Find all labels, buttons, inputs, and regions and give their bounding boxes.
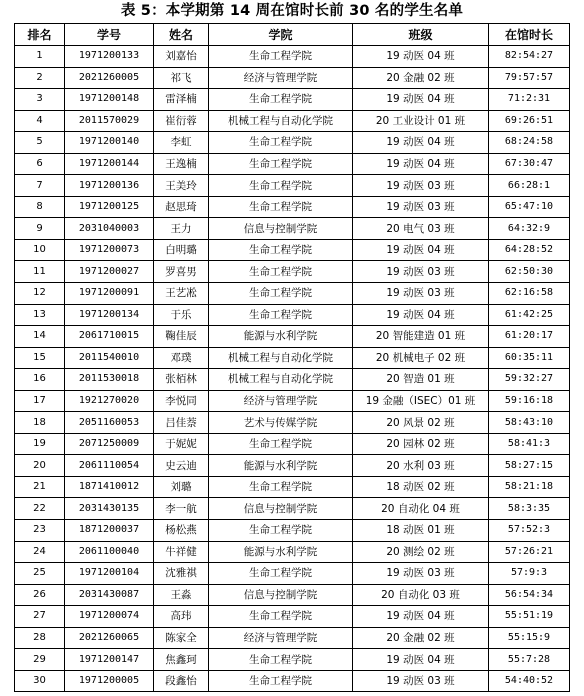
student-id-cell: 1971200140: [65, 132, 154, 154]
table-row: [15, 498, 570, 520]
table-row: [15, 433, 570, 455]
student-name-cell: 鞠佳辰: [154, 326, 209, 348]
hours-cell: 68:24:58: [489, 132, 570, 154]
table-row: [15, 67, 570, 89]
hours-cell: 58:21:18: [489, 476, 570, 498]
rank-cell: 12: [15, 283, 65, 305]
college-cell: 生命工程学院: [209, 132, 353, 154]
student-name-cell: 焦鑫珂: [154, 649, 209, 671]
hours-cell: 57:52:3: [489, 520, 570, 542]
rank-cell: 9: [15, 218, 65, 240]
hours-cell: 62:16:58: [489, 283, 570, 305]
class-cell: 20 自动化 03 班: [353, 584, 489, 606]
student-name-cell: 祁飞: [154, 67, 209, 89]
college-cell: 机械工程与自动化学院: [209, 369, 353, 391]
header-name: 姓名: [154, 24, 209, 46]
table-row: [15, 175, 570, 197]
hours-cell: 61:42:25: [489, 304, 570, 326]
student-id-cell: 2031430087: [65, 584, 154, 606]
student-id-cell: 1971200027: [65, 261, 154, 283]
hours-cell: 79:57:57: [489, 67, 570, 89]
rank-cell: 30: [15, 670, 65, 692]
table-header-row: [15, 24, 570, 46]
rank-cell: 25: [15, 563, 65, 585]
hours-cell: 67:30:47: [489, 153, 570, 175]
college-cell: 经济与管理学院: [209, 627, 353, 649]
table-row: [15, 541, 570, 563]
hours-cell: 69:26:51: [489, 110, 570, 132]
student-id-cell: 1971200091: [65, 283, 154, 305]
student-name-cell: 吕佳萘: [154, 412, 209, 434]
student-name-cell: 沈雅祺: [154, 563, 209, 585]
college-cell: 能源与水利学院: [209, 455, 353, 477]
student-name-cell: 邓璞: [154, 347, 209, 369]
table-row: [15, 606, 570, 628]
class-cell: 20 自动化 04 班: [353, 498, 489, 520]
hours-cell: 57:9:3: [489, 563, 570, 585]
rank-cell: 23: [15, 520, 65, 542]
college-cell: 能源与水利学院: [209, 541, 353, 563]
class-cell: 19 动医 04 班: [353, 606, 489, 628]
rank-cell: 1: [15, 46, 65, 68]
hours-cell: 58:41:3: [489, 433, 570, 455]
student-name-cell: 牛祥健: [154, 541, 209, 563]
rank-cell: 13: [15, 304, 65, 326]
student-name-cell: 崔衍蓉: [154, 110, 209, 132]
class-cell: 20 金融 02 班: [353, 627, 489, 649]
college-cell: 信息与控制学院: [209, 218, 353, 240]
table-row: [15, 283, 570, 305]
table-row: [15, 304, 570, 326]
college-cell: 生命工程学院: [209, 283, 353, 305]
college-cell: 生命工程学院: [209, 433, 353, 455]
hours-cell: 55:7:28: [489, 649, 570, 671]
college-cell: 生命工程学院: [209, 520, 353, 542]
student-id-cell: 1871200037: [65, 520, 154, 542]
student-name-cell: 王美玲: [154, 175, 209, 197]
student-id-cell: 2061110054: [65, 455, 154, 477]
table-row: [15, 132, 570, 154]
student-id-cell: 2031040003: [65, 218, 154, 240]
student-name-cell: 罗喜男: [154, 261, 209, 283]
college-cell: 能源与水利学院: [209, 326, 353, 348]
class-cell: 20 机械电子 02 班: [353, 347, 489, 369]
student-id-cell: 1971200074: [65, 606, 154, 628]
hours-cell: 56:54:34: [489, 584, 570, 606]
student-name-cell: 杨松燕: [154, 520, 209, 542]
college-cell: 机械工程与自动化学院: [209, 110, 353, 132]
college-cell: 信息与控制学院: [209, 498, 353, 520]
hours-cell: 61:20:17: [489, 326, 570, 348]
hours-cell: 71:2:31: [489, 89, 570, 111]
student-name-cell: 王艺凇: [154, 283, 209, 305]
header-class: 班级: [353, 24, 489, 46]
college-cell: 生命工程学院: [209, 196, 353, 218]
class-cell: 19 动医 04 班: [353, 89, 489, 111]
student-name-cell: 段鑫怡: [154, 670, 209, 692]
class-cell: 19 动医 04 班: [353, 132, 489, 154]
hours-cell: 66:28:1: [489, 175, 570, 197]
student-name-cell: 王逸楠: [154, 153, 209, 175]
student-id-cell: 1971200134: [65, 304, 154, 326]
hours-cell: 59:16:18: [489, 390, 570, 412]
table-row: [15, 412, 570, 434]
class-cell: 19 动医 04 班: [353, 649, 489, 671]
student-name-cell: 高玮: [154, 606, 209, 628]
college-cell: 生命工程学院: [209, 304, 353, 326]
college-cell: 机械工程与自动化学院: [209, 347, 353, 369]
class-cell: 20 智造 01 班: [353, 369, 489, 391]
student-id-cell: 1971200073: [65, 239, 154, 261]
student-name-cell: 史云迪: [154, 455, 209, 477]
student-id-cell: 2051160053: [65, 412, 154, 434]
college-cell: 生命工程学院: [209, 261, 353, 283]
rank-cell: 4: [15, 110, 65, 132]
rank-cell: 11: [15, 261, 65, 283]
hours-cell: 62:50:30: [489, 261, 570, 283]
student-id-cell: 2011570029: [65, 110, 154, 132]
student-name-cell: 刘璐: [154, 476, 209, 498]
class-cell: 19 动医 03 班: [353, 670, 489, 692]
student-id-cell: 2061100040: [65, 541, 154, 563]
hours-cell: 82:54:27: [489, 46, 570, 68]
student-id-cell: 2071250009: [65, 433, 154, 455]
rank-cell: 16: [15, 369, 65, 391]
college-cell: 生命工程学院: [209, 670, 353, 692]
college-cell: 生命工程学院: [209, 606, 353, 628]
class-cell: 20 智能建造 01 班: [353, 326, 489, 348]
class-cell: 20 测绘 02 班: [353, 541, 489, 563]
table-row: [15, 46, 570, 68]
table-row: [15, 326, 570, 348]
hours-cell: 58:43:10: [489, 412, 570, 434]
header-hours: 在馆时长: [489, 24, 570, 46]
class-cell: 19 动医 04 班: [353, 153, 489, 175]
class-cell: 19 动医 03 班: [353, 261, 489, 283]
class-cell: 20 电气 03 班: [353, 218, 489, 240]
table-row: [15, 476, 570, 498]
student-id-cell: 2011530018: [65, 369, 154, 391]
student-name-cell: 王力: [154, 218, 209, 240]
college-cell: 生命工程学院: [209, 46, 353, 68]
table-body: [15, 46, 570, 692]
rank-cell: 3: [15, 89, 65, 111]
rank-cell: 22: [15, 498, 65, 520]
hours-cell: 64:28:52: [489, 239, 570, 261]
table-row: [15, 239, 570, 261]
student-id-cell: 2011540010: [65, 347, 154, 369]
table-row: [15, 584, 570, 606]
rank-cell: 20: [15, 455, 65, 477]
student-id-cell: 1971200125: [65, 196, 154, 218]
college-cell: 经济与管理学院: [209, 390, 353, 412]
class-cell: 19 动医 04 班: [353, 239, 489, 261]
header-student-id: 学号: [65, 24, 154, 46]
table-row: [15, 627, 570, 649]
student-id-cell: 1971200104: [65, 563, 154, 585]
college-cell: 生命工程学院: [209, 563, 353, 585]
student-name-cell: 赵思琦: [154, 196, 209, 218]
college-cell: 生命工程学院: [209, 649, 353, 671]
table-row: [15, 153, 570, 175]
class-cell: 19 动医 03 班: [353, 175, 489, 197]
table-row: [15, 218, 570, 240]
rank-cell: 21: [15, 476, 65, 498]
class-cell: 19 动医 04 班: [353, 304, 489, 326]
student-name-cell: 于乐: [154, 304, 209, 326]
college-cell: 生命工程学院: [209, 175, 353, 197]
class-cell: 18 动医 02 班: [353, 476, 489, 498]
student-id-cell: 1971200136: [65, 175, 154, 197]
header-college: 学院: [209, 24, 353, 46]
hours-cell: 58:3:35: [489, 498, 570, 520]
rank-cell: 14: [15, 326, 65, 348]
college-cell: 生命工程学院: [209, 153, 353, 175]
hours-cell: 57:26:21: [489, 541, 570, 563]
table-row: [15, 390, 570, 412]
table-row: [15, 455, 570, 477]
class-cell: 20 水利 03 班: [353, 455, 489, 477]
rank-cell: 29: [15, 649, 65, 671]
hours-cell: 60:35:11: [489, 347, 570, 369]
class-cell: 20 园林 02 班: [353, 433, 489, 455]
table-row: [15, 261, 570, 283]
student-name-cell: 李悦同: [154, 390, 209, 412]
table-row: [15, 649, 570, 671]
rank-cell: 2: [15, 67, 65, 89]
rank-cell: 6: [15, 153, 65, 175]
class-cell: 19 动医 03 班: [353, 283, 489, 305]
student-id-cell: 2021260005: [65, 67, 154, 89]
college-cell: 生命工程学院: [209, 89, 353, 111]
rank-cell: 17: [15, 390, 65, 412]
rank-cell: 5: [15, 132, 65, 154]
student-name-cell: 李一航: [154, 498, 209, 520]
header-rank: 排名: [15, 24, 65, 46]
table-row: [15, 196, 570, 218]
student-name-cell: 张栢林: [154, 369, 209, 391]
student-name-cell: 于妮妮: [154, 433, 209, 455]
library-hours-table: [14, 23, 570, 692]
table-row: [15, 347, 570, 369]
rank-cell: 28: [15, 627, 65, 649]
student-name-cell: 刘嘉怡: [154, 46, 209, 68]
rank-cell: 15: [15, 347, 65, 369]
student-name-cell: 陈家全: [154, 627, 209, 649]
student-id-cell: 2021260065: [65, 627, 154, 649]
college-cell: 艺术与传媒学院: [209, 412, 353, 434]
rank-cell: 26: [15, 584, 65, 606]
hours-cell: 54:40:52: [489, 670, 570, 692]
hours-cell: 65:47:10: [489, 196, 570, 218]
hours-cell: 58:27:15: [489, 455, 570, 477]
college-cell: 生命工程学院: [209, 476, 353, 498]
class-cell: 20 风景 02 班: [353, 412, 489, 434]
college-cell: 信息与控制学院: [209, 584, 353, 606]
student-name-cell: 李虹: [154, 132, 209, 154]
rank-cell: 7: [15, 175, 65, 197]
rank-cell: 8: [15, 196, 65, 218]
class-cell: 19 动医 03 班: [353, 196, 489, 218]
rank-cell: 18: [15, 412, 65, 434]
table-row: [15, 520, 570, 542]
student-id-cell: 1971200133: [65, 46, 154, 68]
student-id-cell: 1921270020: [65, 390, 154, 412]
student-name-cell: 王淼: [154, 584, 209, 606]
student-id-cell: 2031430135: [65, 498, 154, 520]
student-id-cell: 1871410012: [65, 476, 154, 498]
student-id-cell: 1971200005: [65, 670, 154, 692]
table-row: [15, 89, 570, 111]
rank-cell: 27: [15, 606, 65, 628]
table-row: [15, 110, 570, 132]
class-cell: 20 工业设计 01 班: [353, 110, 489, 132]
student-name-cell: 白明璐: [154, 239, 209, 261]
table-row: [15, 563, 570, 585]
class-cell: 19 动医 03 班: [353, 563, 489, 585]
rank-cell: 19: [15, 433, 65, 455]
hours-cell: 55:15:9: [489, 627, 570, 649]
table-row: [15, 670, 570, 692]
college-cell: 经济与管理学院: [209, 67, 353, 89]
rank-cell: 10: [15, 239, 65, 261]
student-id-cell: 1971200147: [65, 649, 154, 671]
class-cell: 18 动医 01 班: [353, 520, 489, 542]
student-id-cell: 1971200144: [65, 153, 154, 175]
hours-cell: 64:32:9: [489, 218, 570, 240]
student-id-cell: 1971200148: [65, 89, 154, 111]
table-title: 表 5：本学期第 14 周在馆时长前 30 名的学生名单: [120, 3, 464, 19]
class-cell: 19 金融（ISEC）01 班: [353, 390, 489, 412]
table-row: [15, 369, 570, 391]
class-cell: 20 金融 02 班: [353, 67, 489, 89]
rank-cell: 24: [15, 541, 65, 563]
hours-cell: 59:32:27: [489, 369, 570, 391]
student-id-cell: 2061710015: [65, 326, 154, 348]
student-name-cell: 雷泽楠: [154, 89, 209, 111]
college-cell: 生命工程学院: [209, 239, 353, 261]
hours-cell: 55:51:19: [489, 606, 570, 628]
class-cell: 19 动医 04 班: [353, 46, 489, 68]
